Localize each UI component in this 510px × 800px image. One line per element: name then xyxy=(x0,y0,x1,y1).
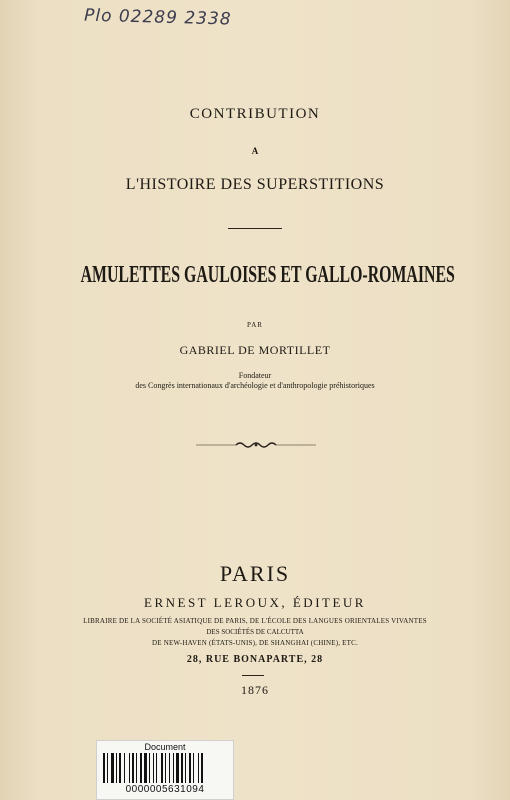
handwritten-shelfmark: Plo 02289 2338 xyxy=(83,5,232,30)
publisher-detail-line2: DES SOCIÉTÉS DE CALCUTTA xyxy=(206,628,304,636)
publisher-detail-line1: LIBRAIRE DE LA SOCIÉTÉ ASIATIQUE DE PARIS, DE L'ÉCOLE DES LANGUES ORIENTALES VIVANTES xyxy=(83,617,427,625)
ornament-divider xyxy=(196,440,316,450)
publisher-address: 28, RUE BONAPARTE, 28 xyxy=(186,654,324,665)
series-title-connector: A xyxy=(251,146,259,156)
barcode-icon xyxy=(103,753,227,783)
author-name: GABRIEL DE MORTILLET xyxy=(179,343,331,357)
series-title-line1: CONTRIBUTION xyxy=(189,106,321,122)
imprint-city: PARIS xyxy=(219,561,291,586)
barcode-label-text: Document xyxy=(144,742,186,752)
author-affiliation: des Congrès internationaux d'archéologie et d'anthropologie préhistoriques xyxy=(135,381,375,390)
series-title-line2: L'HISTOIRE DES SUPERSTITIONS xyxy=(125,176,385,193)
main-title: AMULETTES GAULOISES ET GALLO-ROMAINES xyxy=(80,262,455,288)
barcode-sticker xyxy=(96,740,234,800)
publisher-name: ERNEST LEROUX, ÉDITEUR xyxy=(144,595,366,610)
publisher-detail-line3: DE NEW-HAVEN (ÉTATS-UNIS), DE SHANGHAI (CHINE), ETC. xyxy=(152,639,358,647)
barcode-number: 0000005631094 xyxy=(125,784,205,795)
year-divider xyxy=(242,675,264,676)
author-role: Fondateur xyxy=(238,371,272,380)
publication-year: 1876 xyxy=(241,683,269,697)
title-divider xyxy=(228,228,282,229)
by-label: PAR xyxy=(247,321,263,329)
